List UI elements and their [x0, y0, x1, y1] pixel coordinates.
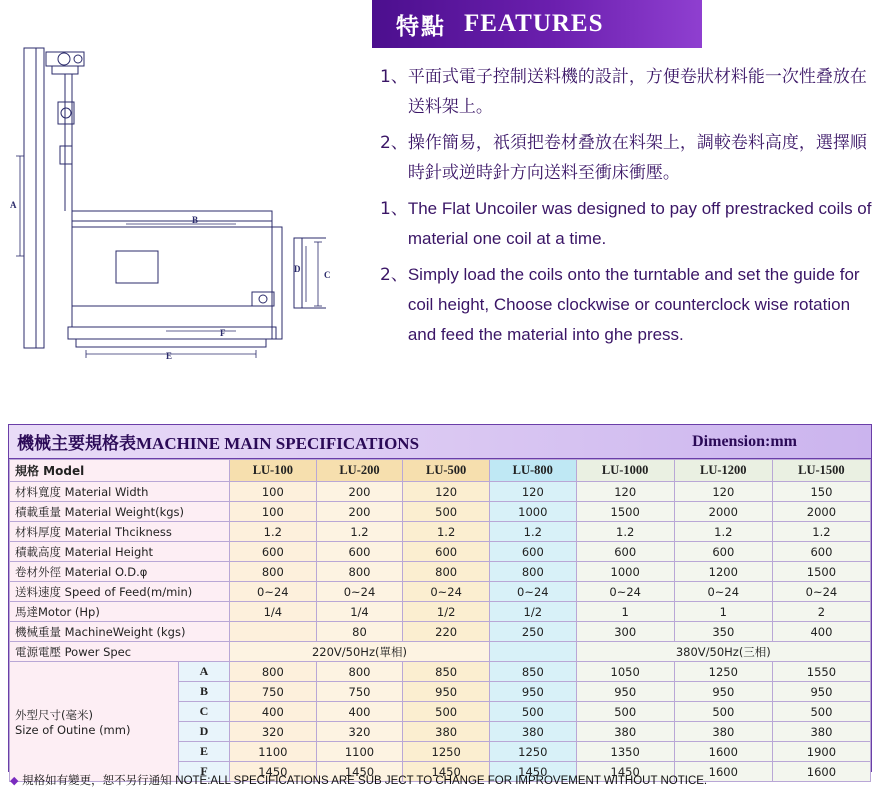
- spec-title-en: MACHINE MAIN SPECIFICATIONS: [136, 434, 420, 453]
- cell-value: 1/2: [403, 602, 490, 622]
- machine-technical-drawing: [6, 6, 366, 406]
- table-row: [10, 602, 871, 622]
- drawing-label-b: B: [192, 215, 199, 225]
- drawing-label-d: D: [294, 264, 301, 274]
- footnote-cn: 規格如有變更，恕不另行通知: [22, 773, 172, 787]
- cell-value: 1: [576, 602, 674, 622]
- feature-number: 2、: [380, 265, 408, 285]
- cell-value: 0~24: [674, 582, 772, 602]
- cell-value: 320: [316, 722, 403, 742]
- cell-value: 600: [489, 542, 576, 562]
- row-label: 卷材外徑 Material O.D.φ: [10, 562, 230, 582]
- feature-item: [380, 128, 880, 188]
- cell-value: 400: [230, 702, 317, 722]
- cell-value: 1: [674, 602, 772, 622]
- model-lu800: LU-800: [489, 460, 576, 482]
- cell-value: 2000: [772, 502, 870, 522]
- cell-value: 1.2: [316, 522, 403, 542]
- cell-value: 1450: [230, 762, 317, 782]
- feature-text: 操作簡易，祇須把卷材叠放在料架上，調較卷料高度，選擇順時針或逆時針方向送料至衝床衝壓。: [407, 133, 867, 183]
- cell-value: 380: [674, 722, 772, 742]
- dimension-label-en: Size of Outine (mm): [15, 722, 131, 737]
- cell-value: 120: [403, 482, 490, 502]
- drawing-label-c: C: [324, 270, 331, 280]
- table-row: [10, 582, 871, 602]
- cell-value: 350: [674, 622, 772, 642]
- cell-value: 1000: [576, 562, 674, 582]
- model-label: 規格 Model: [10, 460, 230, 482]
- cell-value: 950: [489, 682, 576, 702]
- model-lu200: LU-200: [316, 460, 403, 482]
- cell-value: 1450: [403, 762, 490, 782]
- cell-value: 1/2: [489, 602, 576, 622]
- feature-text: Simply load the coils onto the turntable and set the guide for coil height, Choose clockwise or counterclock wise rotation and feed the material into ghe press.: [407, 265, 860, 344]
- cell-value: 1100: [316, 742, 403, 762]
- cell-value: 0~24: [403, 582, 490, 602]
- model-lu1200: LU-1200: [674, 460, 772, 482]
- power-value-three-phase: 380V/50Hz(三相): [576, 642, 870, 662]
- cell-value: 800: [316, 562, 403, 582]
- cell-value: 1/4: [316, 602, 403, 622]
- table-row-power: [10, 642, 871, 662]
- cell-value: 850: [489, 662, 576, 682]
- feature-text: The Flat Uncoiler was designed to pay off prestracked coils of material one coil at a time.: [407, 199, 872, 248]
- cell-value: 800: [403, 562, 490, 582]
- dimension-note: Dimension:mm: [692, 432, 797, 450]
- cell-value: 1.2: [674, 522, 772, 542]
- cell-value: 1500: [576, 502, 674, 522]
- drawing-label-f: F: [220, 328, 226, 338]
- dimension-letter: D: [179, 722, 230, 742]
- cell-value: 500: [403, 502, 490, 522]
- dimension-letter: C: [179, 702, 230, 722]
- cell-value: 500: [576, 702, 674, 722]
- cell-value: 220: [403, 622, 490, 642]
- row-label: 積載高度 Material Height: [10, 542, 230, 562]
- table-row: [10, 522, 871, 542]
- feature-text: 平面式電子控制送料機的設計，方便卷狀材料能一次性叠放在送料架上。: [407, 67, 867, 117]
- cell-value: 600: [403, 542, 490, 562]
- cell-value: 380: [772, 722, 870, 742]
- cell-value: 1250: [403, 742, 490, 762]
- cell-value: 1250: [489, 742, 576, 762]
- cell-value: 950: [674, 682, 772, 702]
- feature-item: [380, 62, 880, 122]
- specifications-title-bar: [9, 425, 871, 459]
- drawing-svg: [6, 6, 366, 406]
- features-title-cn: 特點: [396, 13, 446, 40]
- cell-value: 1.2: [489, 522, 576, 542]
- cell-value: 500: [489, 702, 576, 722]
- cell-value: 0~24: [576, 582, 674, 602]
- cell-value: 0~24: [316, 582, 403, 602]
- cell-value: 0~24: [230, 582, 317, 602]
- row-label: 送料速度 Speed of Feed(m/min): [10, 582, 230, 602]
- cell-value: 500: [772, 702, 870, 722]
- footnote-en: NOTE:ALL SPECIFICATIONS ARE SUB JECT TO CHANGE FOR IMPROVEMENT WITHOUT NOTICE.: [175, 775, 708, 787]
- cell-value: 80: [316, 622, 403, 642]
- cell-value: 1350: [576, 742, 674, 762]
- cell-value: 1450: [316, 762, 403, 782]
- drawing-label-e: E: [166, 351, 173, 361]
- feature-number: 1、: [380, 199, 408, 219]
- cell-value: 950: [403, 682, 490, 702]
- cell-value: 2: [772, 602, 870, 622]
- cell-value: 300: [576, 622, 674, 642]
- cell-value: 100: [230, 482, 317, 502]
- feature-item: [380, 194, 880, 254]
- table-row: [10, 502, 871, 522]
- row-label: 馬達Motor (Hp): [10, 602, 230, 622]
- cell-value: 0~24: [772, 582, 870, 602]
- cell-value: 600: [674, 542, 772, 562]
- cell-value: 750: [316, 682, 403, 702]
- cell-value: 1.2: [576, 522, 674, 542]
- table-row-header: [10, 460, 871, 482]
- model-lu1500: LU-1500: [772, 460, 870, 482]
- table-row-dimension: [10, 662, 871, 682]
- cell-value: 250: [489, 622, 576, 642]
- feature-item: [380, 260, 880, 350]
- cell-value: 1/4: [230, 602, 317, 622]
- cell-value: 150: [772, 482, 870, 502]
- cell-value: 1100: [230, 742, 317, 762]
- cell-value: 2000: [674, 502, 772, 522]
- dimension-letter: A: [179, 662, 230, 682]
- model-lu1000: LU-1000: [576, 460, 674, 482]
- model-lu100: LU-100: [230, 460, 317, 482]
- cell-value: 800: [230, 662, 317, 682]
- footnote: [10, 772, 870, 788]
- dimension-letter: F: [179, 762, 230, 782]
- cell-value: 1.2: [403, 522, 490, 542]
- cell-value: 380: [576, 722, 674, 742]
- cell-value: 1600: [674, 762, 772, 782]
- cell-value: 100: [230, 502, 317, 522]
- cell-value: 1250: [674, 662, 772, 682]
- cell-value: 1450: [489, 762, 576, 782]
- cell-value: 380: [403, 722, 490, 742]
- table-row: [10, 482, 871, 502]
- cell-value: 750: [230, 682, 317, 702]
- power-value-single-phase: 220V/50Hz(單相): [230, 642, 490, 662]
- cell-value: 950: [772, 682, 870, 702]
- cell-value: 1050: [576, 662, 674, 682]
- specifications-panel: [8, 424, 872, 779]
- drawing-label-a: A: [10, 200, 17, 210]
- cell-value: 600: [772, 542, 870, 562]
- row-label: 積載重量 Material Weight(kgs): [10, 502, 230, 522]
- features-list: [380, 62, 880, 350]
- cell-value: [230, 622, 317, 642]
- cell-value: 1.2: [772, 522, 870, 542]
- cell-value: 120: [489, 482, 576, 502]
- cell-value: 500: [674, 702, 772, 722]
- row-label: 機械重量 MachineWeight (kgs): [10, 622, 230, 642]
- row-label: 材料厚度 Material Thcikness: [10, 522, 230, 542]
- cell-value: 850: [403, 662, 490, 682]
- specifications-title: [17, 429, 419, 454]
- power-label: 電源電壓 Power Spec: [10, 642, 230, 662]
- row-label: 材料寬度 Material Width: [10, 482, 230, 502]
- cell-value: 120: [576, 482, 674, 502]
- cell-value: 120: [674, 482, 772, 502]
- cell-value: 1600: [772, 762, 870, 782]
- feature-number: 2、: [380, 133, 408, 153]
- power-blank: [489, 642, 576, 662]
- cell-value: 1900: [772, 742, 870, 762]
- cell-value: 950: [576, 682, 674, 702]
- table-row: [10, 562, 871, 582]
- cell-value: 400: [316, 702, 403, 722]
- dimension-label: [10, 662, 179, 782]
- spec-title-cn: 機械主要規格表: [17, 434, 136, 454]
- dimension-label-cn: 外型尺寸(毫米): [15, 707, 93, 722]
- features-header: [372, 0, 702, 48]
- specifications-table: [9, 459, 871, 782]
- table-row: [10, 542, 871, 562]
- table-row: [10, 622, 871, 642]
- cell-value: 1500: [772, 562, 870, 582]
- cell-value: 600: [230, 542, 317, 562]
- cell-value: 800: [489, 562, 576, 582]
- cell-value: 800: [230, 562, 317, 582]
- cell-value: 1200: [674, 562, 772, 582]
- cell-value: 1000: [489, 502, 576, 522]
- dimension-letter: B: [179, 682, 230, 702]
- dimension-letter: E: [179, 742, 230, 762]
- cell-value: 200: [316, 502, 403, 522]
- cell-value: 600: [576, 542, 674, 562]
- features-title-en: FEATURES: [464, 10, 604, 37]
- cell-value: 1.2: [230, 522, 317, 542]
- features-panel: [372, 0, 880, 420]
- cell-value: 800: [316, 662, 403, 682]
- cell-value: 400: [772, 622, 870, 642]
- cell-value: 1550: [772, 662, 870, 682]
- model-lu500: LU-500: [403, 460, 490, 482]
- features-body: [372, 48, 880, 350]
- cell-value: 1450: [576, 762, 674, 782]
- cell-value: 380: [489, 722, 576, 742]
- feature-number: 1、: [380, 67, 408, 87]
- cell-value: 200: [316, 482, 403, 502]
- cell-value: 320: [230, 722, 317, 742]
- cell-value: 1600: [674, 742, 772, 762]
- cell-value: 500: [403, 702, 490, 722]
- cell-value: 0~24: [489, 582, 576, 602]
- diamond-icon: ◆: [10, 774, 19, 787]
- cell-value: 600: [316, 542, 403, 562]
